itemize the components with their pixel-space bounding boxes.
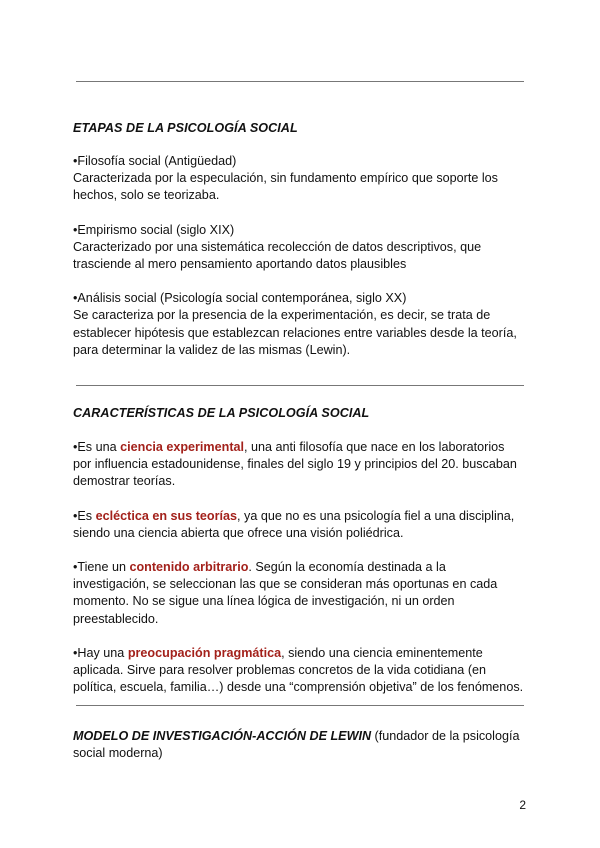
item-prefix: •Hay una [73,645,128,660]
item-title: •Análisis social (Psicología social contemporánea, siglo XX) [73,291,407,306]
list-item [73,222,525,274]
list-item [73,290,525,359]
item-title: •Empirismo social (siglo XIX) [73,222,235,237]
modelo-heading: MODELO DE INVESTIGACIÓN-ACCIÓN DE LEWIN [73,729,372,743]
item-rest: , ya que no es una psicología fiel a una disciplina, siendo una ciencia abierta que ofrece una visión poliédrica. [73,508,515,540]
list-item [73,153,525,205]
item-prefix: •Tiene un [73,560,130,575]
list-item [73,645,525,697]
item-body: Se caracteriza por la presencia de la experimentación, es decir, se trata de establecer hipótesis que establezcan relaciones entre variables desde la teoría, para determinar la validez de las mismas (Lewin). [73,308,517,357]
item-prefix: •Es una [73,440,121,454]
section-heading-caracteristicas: CARACTERÍSTICAS DE LA PSICOLOGÍA SOCIAL [73,406,370,420]
page-number: 2 [519,798,526,812]
divider-bottom [76,705,524,706]
item-body: Caracterizada por la especulación, sin fundamento empírico que soporte los hechos, solo se teorizaba. [73,171,498,203]
etapas-list [73,153,525,359]
item-highlight: ecléctica en sus teorías [95,508,238,523]
item-rest: , una anti filosofía que nace en los laboratorios por influencia estadounidense, finales del siglo 19 y principios del 20. buscaban demostrar teorías. [73,440,517,489]
item-prefix: •Es [73,508,96,523]
list-item [73,508,525,542]
item-body: Caracterizado por una sistemática recolección de datos descriptivos, que trasciende al mero pensamiento aportando datos plausibles [73,239,482,272]
divider-middle [76,385,524,386]
item-title: •Filosofía social (Antigüedad) [73,154,237,168]
item-highlight: contenido arbitrario [129,560,249,575]
list-item [73,559,525,628]
modelo-line [73,728,525,762]
section-heading-modelo [73,728,525,762]
modelo-suffix: (fundador de la psicología social moderna) [73,729,520,761]
item-rest: , siendo una ciencia eminentemente aplicada. Sirve para resolver problemas concretos de la vida cotidiana (en política, escuela, familia…) desde una “comprensión objetiva” de los fenómenos. [73,645,524,695]
item-rest: . Según la economía destinada a la investigación, se seleccionan las que se consideran más oportunas en cada momento. No se sigue una línea lógica de investigación, ni un orden preestablecido. [73,560,498,626]
divider-top [76,81,524,82]
section-heading-etapas: ETAPAS DE LA PSICOLOGÍA SOCIAL [73,121,298,135]
item-highlight: preocupación pragmática [127,645,282,660]
item-highlight: ciencia experimental [120,440,245,454]
list-item [73,439,525,491]
caracteristicas-list [73,439,525,696]
